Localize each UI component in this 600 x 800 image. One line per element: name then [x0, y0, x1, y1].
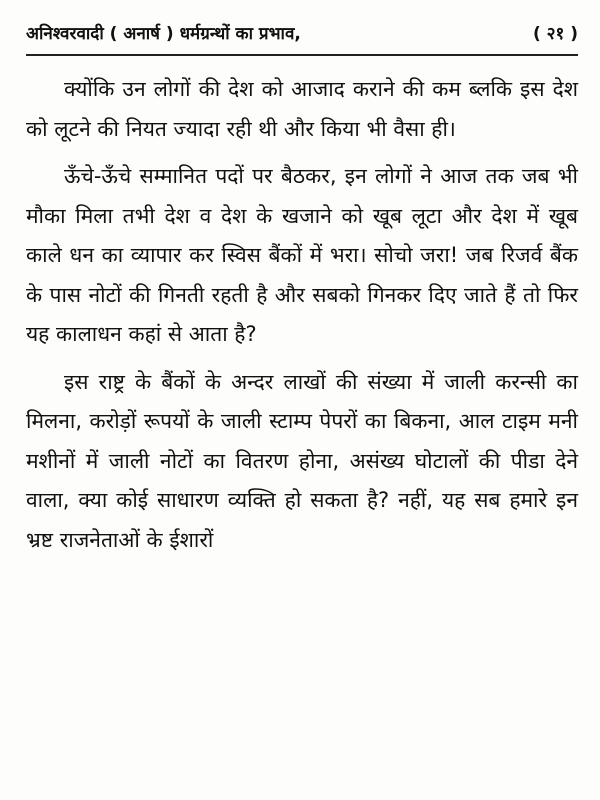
- paragraph-2: ऊँचे-ऊँचे सम्मानित पदों पर बैठकर, इन लोगों ने आज तक जब भी मौका मिला तभी देश व देश के खजाने को खूब लूटा और देश में खूब काले धन का व्यापार कर स्विस बैंकों में भरा। सोचो जरा! जब रिजर्व बैंक के पास नोटों की गिनती रहती है और सबको गिनकर दिए जाते हैं तो फिर यह कालाधन कहां से आता है?: [26, 164, 578, 346]
- page-number: ( २१ ): [532, 23, 578, 44]
- running-header: [26, 10, 578, 56]
- paragraph-3: इस राष्ट्र के बैंकों के अन्दर लाखों की संख्या में जाली करन्सी का मिलना, करोड़ों रूपयों के जाली स्टाम्प पेपरों का बिकना, आल टाइम मनी मशीनों में जाली नोटों का वितरण होना, असंख्य घोटालों की पीडा देने वाला, क्या कोई साधारण व्यक्ति हो सकता है? नहीं, यह सब हमारे इन भ्रष्ट राजनेताओं के ईशारों: [26, 369, 578, 552]
- body-text: [26, 70, 578, 568]
- header-title: अनिश्वरवादी ( अनार्ष ) धर्मग्रन्थों का प्रभाव,: [26, 23, 301, 44]
- paragraph-1: क्योंकि उन लोगों की देश को आजाद कराने की कम ब्लकि इस देश को लूटने की नियत ज्यादा रही थी और किया भी वैसा ही।: [26, 77, 578, 141]
